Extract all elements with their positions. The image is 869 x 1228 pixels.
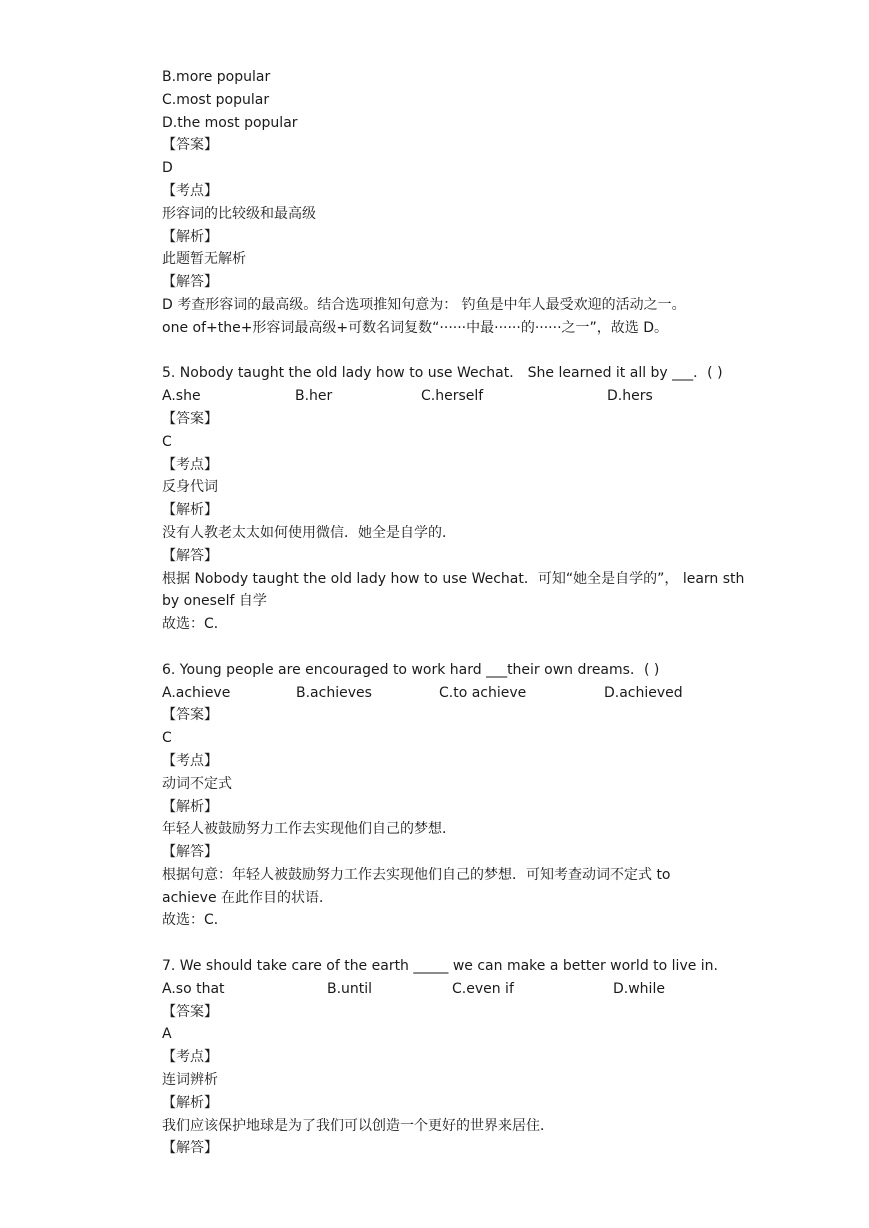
solution-label: 【解答】 [162,844,218,861]
solution-label: 【解答】 [162,274,218,291]
question-7: 7. We should take care of the earth _____ we can make a better world to live in. [162,958,719,975]
solution-text: 根据句意：年轻人被鼓励努力工作去实现他们自己的梦想．可知考查动词不定式 to [162,866,671,883]
analysis-text: 我们应该保护地球是为了我们可以创造一个更好的世界来居住． [162,1117,554,1134]
answer-value: D [162,160,173,177]
point-value: 连词辨析 [162,1072,218,1089]
answer-value: C [162,433,172,450]
analysis-text: 此题暂无解析 [162,251,246,268]
option-c: C.even if [452,980,514,997]
solution-conclusion: 故选：C． [162,616,228,633]
question-6: 6. Young people are encouraged to work hard ___their own dreams．( ) [162,661,660,678]
option-a: A.achieve [162,684,231,701]
solution-text: D 考查形容词的最高级。结合选项推知句意为： 钓鱼是中年人最受欢迎的活动之一。 [162,296,686,313]
answer-label: 【答案】 [162,410,218,427]
answer-value: C [162,730,172,747]
point-label: 【考点】 [162,752,218,769]
analysis-label: 【解析】 [162,1094,218,1111]
point-value: 动词不定式 [162,775,232,792]
option-b: B.more popular [162,69,271,85]
option-a: A.she [162,388,201,405]
solution-text: one of+the+形容词最高级+可数名词复数“······中最······的······之一”，故选 D。 [162,319,669,336]
options-row [162,385,752,408]
analysis-label: 【解析】 [162,228,218,245]
option-d: D.the most popular [162,114,298,131]
option-a: A.so that [162,980,225,997]
analysis-text: 没有人教老太太如何使用微信．她全是自学的． [162,524,456,541]
options-row [162,978,752,1001]
analysis-text: 年轻人被鼓励努力工作去实现他们自己的梦想． [162,821,456,838]
option-b: B.her [295,388,333,405]
solution-text: 根据 Nobody taught the old lady how to use Wechat．可知“她全是自学的”， learn sth [162,570,745,587]
option-c: C.herself [421,388,484,405]
solution-text: by oneself 自学 [162,593,267,610]
answer-label: 【答案】 [162,1003,218,1020]
answer-value: A [162,1026,172,1043]
solution-label: 【解答】 [162,547,218,564]
option-d: D.achieved [604,684,683,701]
option-b: B.achieves [296,684,372,701]
option-d: D.hers [607,388,653,405]
point-value: 形容词的比较级和最高级 [162,205,316,222]
question-5: 5. Nobody taught the old lady how to use Wechat． She learned it all by ___．( ) [162,365,723,382]
answer-label: 【答案】 [162,707,218,724]
solution-text: achieve 在此作目的状语． [162,889,334,906]
solution-label: 【解答】 [162,1140,218,1157]
point-value: 反身代词 [162,479,218,496]
point-label: 【考点】 [162,1049,218,1066]
options-row [162,682,752,705]
option-d: D.while [613,980,665,997]
option-c: C.to achieve [439,684,527,701]
point-label: 【考点】 [162,456,218,473]
point-label: 【考点】 [162,182,218,199]
answer-label: 【答案】 [162,137,218,154]
analysis-label: 【解析】 [162,798,218,815]
document-content [162,66,752,1160]
solution-conclusion: 故选：C． [162,912,228,929]
analysis-label: 【解析】 [162,502,218,519]
option-c: C.most popular [162,91,270,108]
option-b: B.until [327,980,373,997]
